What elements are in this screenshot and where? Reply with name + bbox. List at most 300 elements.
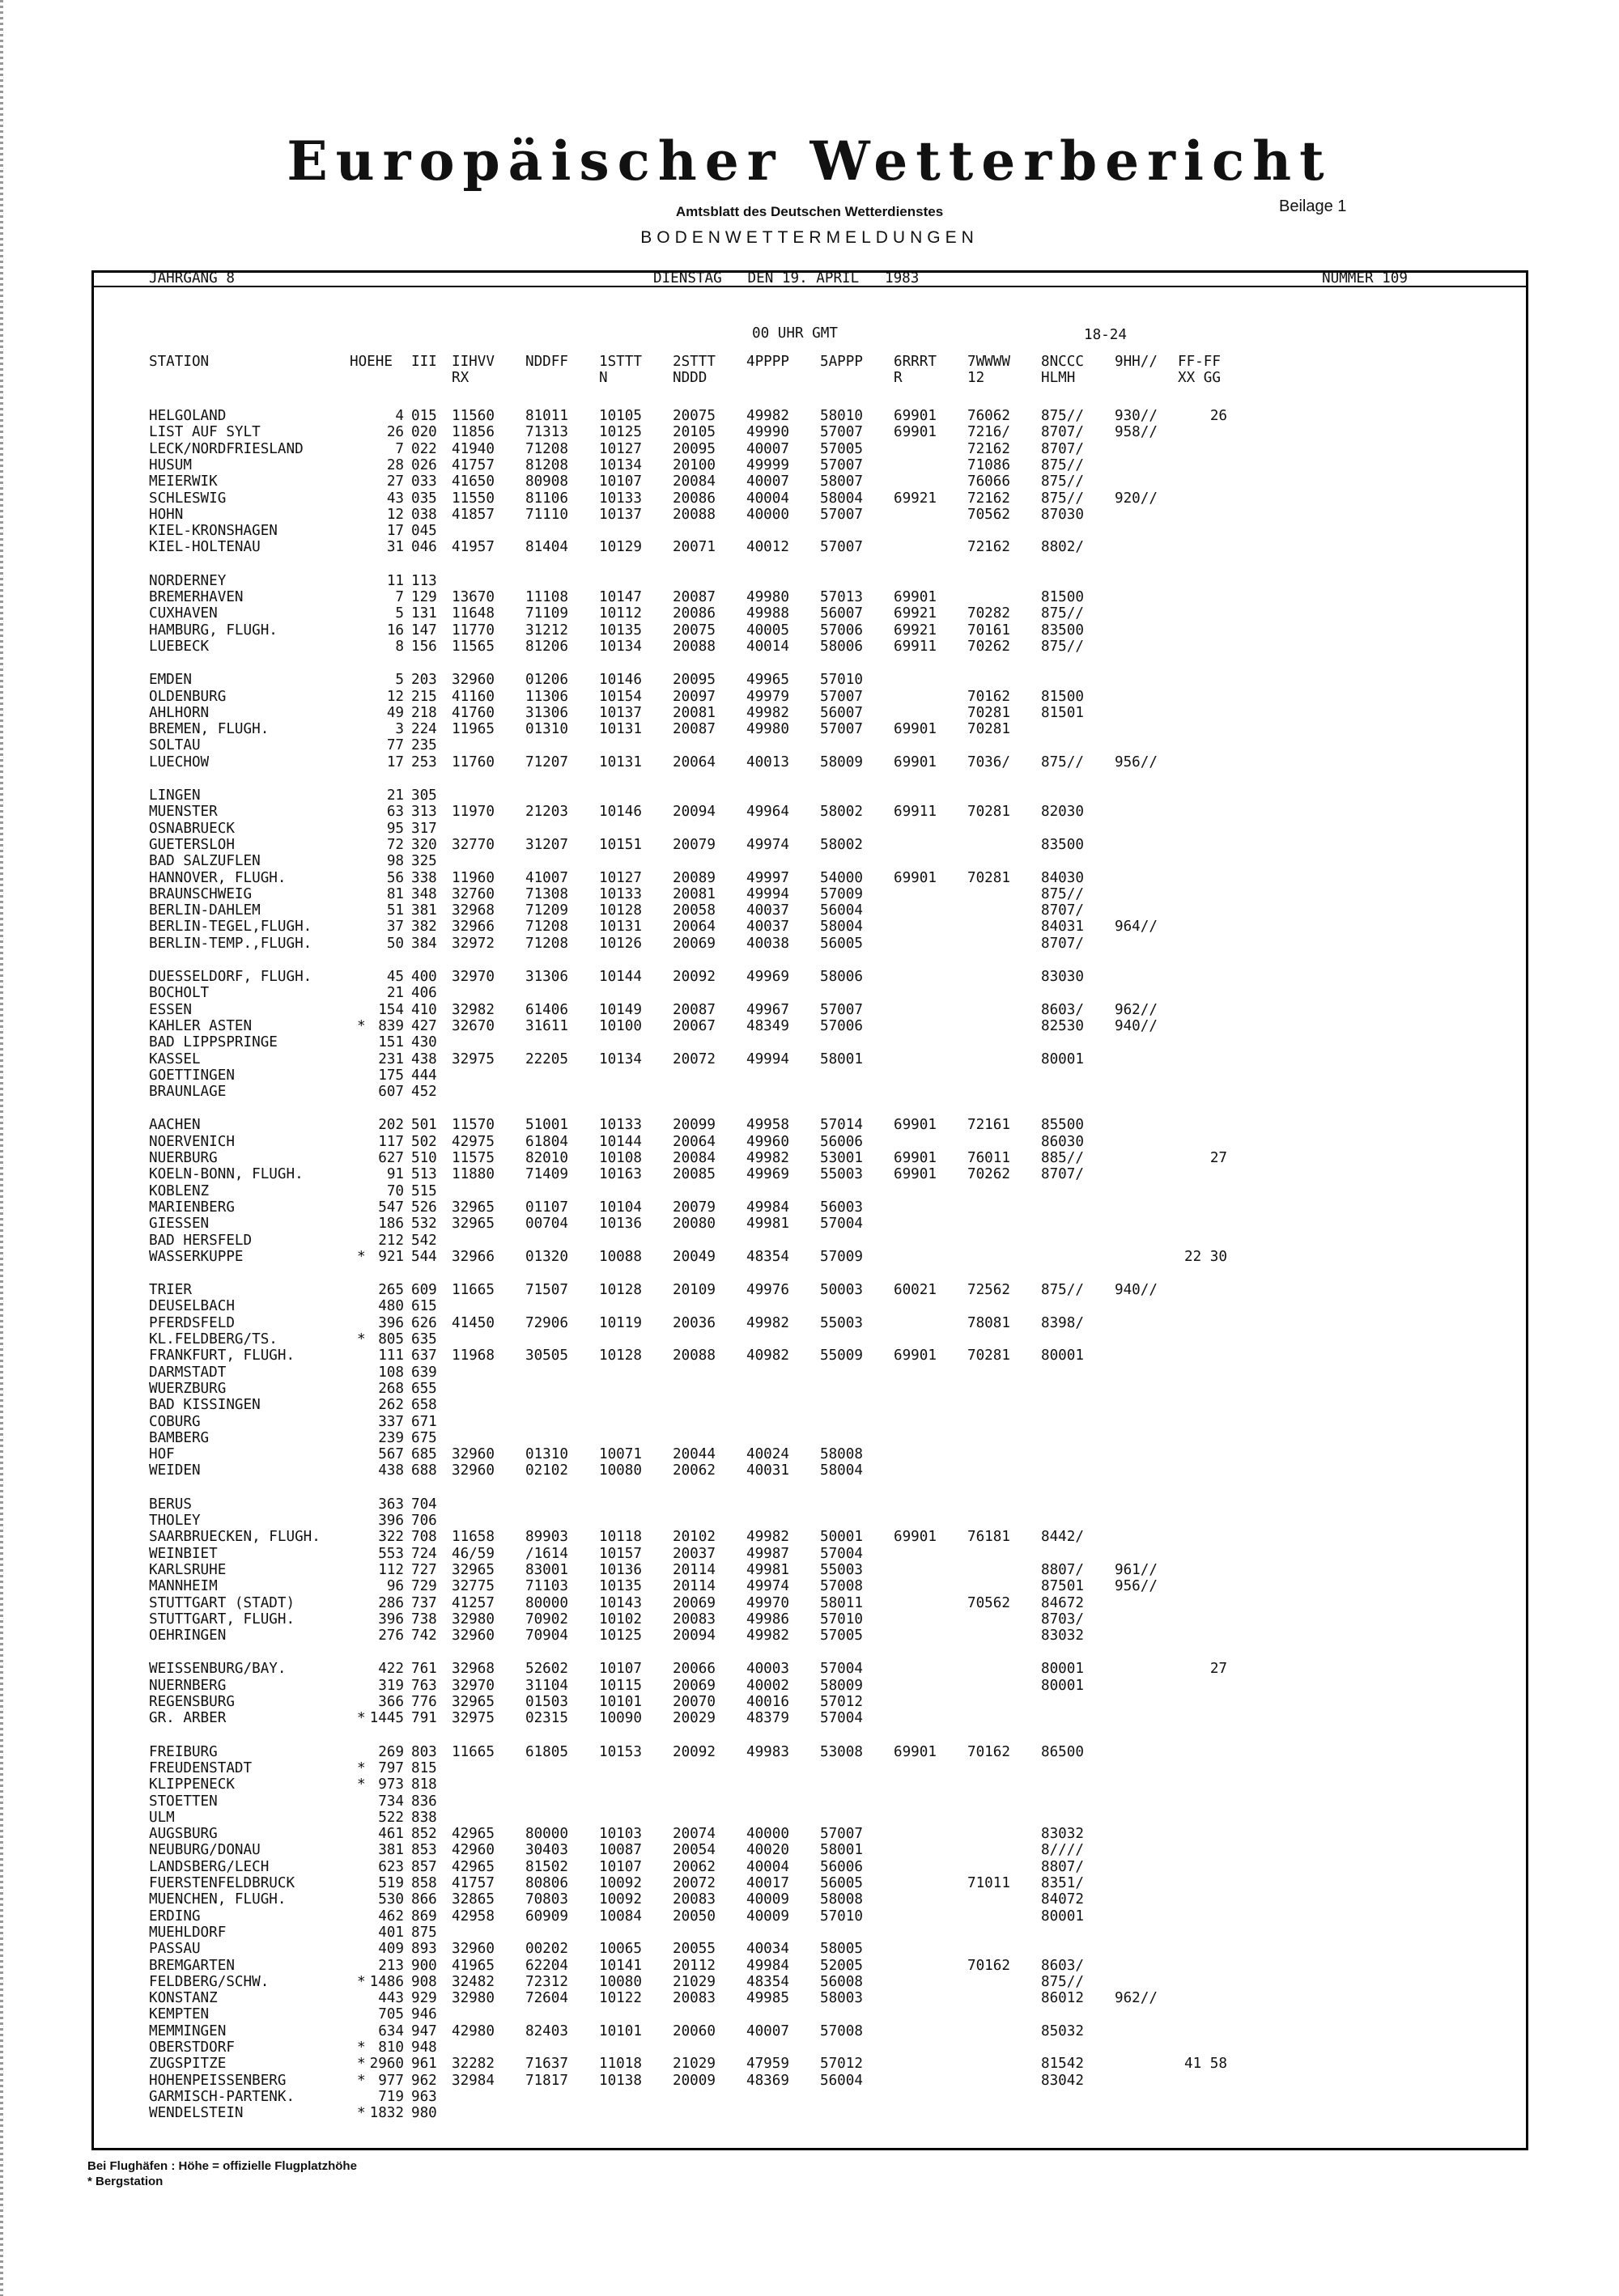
station-row: [94, 821, 1526, 837]
code-group-c1: 11968: [452, 1347, 495, 1364]
col-c7: 6RRRT: [894, 354, 937, 370]
section-title: BODENWETTERMELDUNGEN: [640, 228, 979, 247]
station-name: AHLHORN: [149, 704, 210, 721]
station-row: [94, 539, 1526, 555]
station-row: [94, 1974, 1526, 1990]
station-name: KOELN-BONN, FLUGH.: [149, 1166, 304, 1183]
code-group-c10: 956//: [1115, 1578, 1158, 1595]
station-height: 7: [395, 589, 404, 605]
station-name: BAD LIPPSPRINGE: [149, 1034, 278, 1051]
station-index: 742: [411, 1628, 437, 1645]
station-index: 035: [411, 490, 437, 507]
code-group-c6: 56005: [820, 1875, 863, 1891]
code-group-c6: 57008: [820, 1578, 863, 1595]
station-row: [94, 1414, 1526, 1430]
code-group-c8: 70562: [967, 506, 1010, 523]
code-group-c1: 41965: [452, 1957, 495, 1974]
station-row: [94, 1233, 1526, 1249]
station-height: 719: [378, 2088, 404, 2105]
code-group-c4: 20074: [673, 1826, 716, 1843]
code-group-c9: 875//: [1041, 1973, 1084, 1990]
code-group-c5: 49974: [746, 836, 789, 853]
station-index: 791: [411, 1710, 437, 1727]
code-group-c9: 80001: [1041, 1677, 1084, 1694]
code-group-c8: 70281: [967, 869, 1010, 886]
station-row: [94, 1925, 1526, 1941]
gust-value: 41 58: [1184, 2056, 1227, 2073]
code-group-c3: 10092: [599, 1891, 642, 1908]
code-group-c6: 58007: [820, 473, 863, 490]
station-row: [94, 1710, 1526, 1726]
code-group-c9: 80001: [1041, 1908, 1084, 1925]
code-group-c9: 875//: [1041, 456, 1084, 473]
station-row: [94, 1051, 1526, 1067]
code-group-c5: 40037: [746, 902, 789, 919]
code-group-c2: 31611: [525, 1017, 568, 1034]
code-group-c7: 69921: [894, 490, 937, 507]
code-group-c4: 20086: [673, 605, 716, 622]
code-group-c1: 11658: [452, 1529, 495, 1546]
col-c7-sub: R: [894, 370, 903, 386]
station-row: [94, 639, 1526, 655]
station-height: 973: [378, 1776, 404, 1793]
footnotes: [87, 2158, 357, 2189]
station-index: 947: [411, 2022, 437, 2039]
station-name: KONSTANZ: [149, 1990, 218, 2007]
code-group-c5: 40031: [746, 1462, 789, 1479]
station-index: 637: [411, 1347, 437, 1364]
code-group-c4: 20062: [673, 1858, 716, 1875]
code-group-c4: 20072: [673, 1050, 716, 1067]
station-row: [94, 853, 1526, 869]
code-group-c3: 10118: [599, 1529, 642, 1546]
code-group-c4: 20054: [673, 1842, 716, 1859]
code-group-c1: 32980: [452, 1990, 495, 2007]
station-height: 12: [386, 688, 404, 705]
code-group-c4: 20060: [673, 2022, 716, 2039]
code-group-c4: 20049: [673, 1248, 716, 1265]
code-group-c7: 69901: [894, 1347, 937, 1364]
code-group-c2: 01310: [525, 1446, 568, 1463]
station-index: 320: [411, 836, 437, 853]
station-index: 963: [411, 2088, 437, 2105]
code-group-c8: 72162: [967, 539, 1010, 556]
code-group-c9: 8707/: [1041, 424, 1084, 441]
code-group-c9: 875//: [1041, 408, 1084, 424]
code-group-c8: 71086: [967, 456, 1010, 473]
station-row: [94, 1496, 1526, 1513]
col-c9-sub: HLMH: [1041, 370, 1076, 386]
station-index: 838: [411, 1809, 437, 1826]
code-group-c2: 61805: [525, 1743, 568, 1760]
col-c6: 5APPP: [820, 354, 863, 370]
code-group-c6: 57010: [820, 1908, 863, 1925]
code-group-c5: 49982: [746, 1529, 789, 1546]
code-group-c8: 76066: [967, 473, 1010, 490]
station-name: FRANKFURT, FLUGH.: [149, 1347, 295, 1364]
code-group-c5: 40004: [746, 1858, 789, 1875]
station-height: 77: [386, 737, 404, 754]
station-name: BRAUNLAGE: [149, 1084, 227, 1101]
station-index: 532: [411, 1216, 437, 1233]
station-height: 50: [386, 935, 404, 952]
code-group-c2: 31212: [525, 622, 568, 639]
code-group-c9: 80001: [1041, 1050, 1084, 1067]
station-index: 015: [411, 408, 437, 424]
code-group-c3: 10102: [599, 1611, 642, 1628]
code-group-c2: 60909: [525, 1908, 568, 1925]
code-group-c3: 10137: [599, 704, 642, 721]
station-height: 396: [378, 1611, 404, 1628]
station-name: WENDELSTEIN: [149, 2105, 244, 2122]
station-index: 113: [411, 572, 437, 589]
code-group-c5: 40003: [746, 1661, 789, 1678]
code-group-c3: 10112: [599, 605, 642, 622]
code-group-c3: 10092: [599, 1875, 642, 1891]
code-group-c1: 42965: [452, 1826, 495, 1843]
station-row: [94, 804, 1526, 820]
station-index: 253: [411, 753, 437, 770]
code-group-c2: /1614: [525, 1545, 568, 1562]
station-index: 305: [411, 787, 437, 804]
station-name: AUGSBURG: [149, 1826, 218, 1843]
code-group-c1: 32968: [452, 902, 495, 919]
station-index: 026: [411, 456, 437, 473]
station-index: 147: [411, 622, 437, 639]
code-group-c9: 8707/: [1041, 935, 1084, 952]
code-group-c1: 41857: [452, 506, 495, 523]
code-group-c8: 70281: [967, 704, 1010, 721]
code-group-c2: 30505: [525, 1347, 568, 1364]
station-name: SCHLESWIG: [149, 490, 227, 507]
code-group-c1: 32980: [452, 1611, 495, 1628]
code-group-c3: 10090: [599, 1710, 642, 1727]
code-group-c3: 10084: [599, 1908, 642, 1925]
station-name: HAMBURG, FLUGH.: [149, 622, 278, 639]
gust-value: 22 30: [1184, 1248, 1227, 1265]
station-name: KLIPPENECK: [149, 1776, 235, 1793]
station-name: PFERDSFELD: [149, 1314, 235, 1331]
code-group-c6: 57006: [820, 1017, 863, 1034]
code-group-c2: 71110: [525, 506, 568, 523]
code-group-c5: 40013: [746, 753, 789, 770]
code-group-c3: 10065: [599, 1941, 642, 1958]
code-group-c8: 70161: [967, 622, 1010, 639]
station-name: STUTTGART, FLUGH.: [149, 1611, 295, 1628]
code-group-c4: 20095: [673, 440, 716, 457]
code-group-c5: 49999: [746, 456, 789, 473]
code-group-c4: 20075: [673, 408, 716, 424]
code-group-c9: 80001: [1041, 1347, 1084, 1364]
code-group-c5: 40000: [746, 506, 789, 523]
code-group-c1: 42965: [452, 1858, 495, 1875]
code-group-c5: 40007: [746, 473, 789, 490]
station-index: 218: [411, 704, 437, 721]
code-group-c3: 10122: [599, 1990, 642, 2007]
code-group-c2: 01107: [525, 1199, 568, 1216]
code-group-c6: 57009: [820, 885, 863, 902]
station-index: 427: [411, 1017, 437, 1034]
station-index: 325: [411, 853, 437, 870]
code-group-c4: 20070: [673, 1694, 716, 1710]
code-group-c2: 62204: [525, 1957, 568, 1974]
code-group-c1: 32984: [452, 2072, 495, 2089]
code-group-c1: 41257: [452, 1594, 495, 1611]
code-group-c4: 20099: [673, 1117, 716, 1134]
station-height: 519: [378, 1875, 404, 1891]
code-group-c1: 11560: [452, 408, 495, 424]
station-row: [94, 870, 1526, 886]
station-name: GIESSEN: [149, 1216, 210, 1233]
station-name: MEMMINGEN: [149, 2022, 227, 2039]
station-name: DEUSELBACH: [149, 1298, 235, 1315]
code-group-c1: 32966: [452, 919, 495, 936]
station-row: [94, 1364, 1526, 1381]
station-row: [94, 1793, 1526, 1810]
code-group-c6: 56007: [820, 605, 863, 622]
code-group-c9: 81500: [1041, 688, 1084, 705]
code-group-c7: 60021: [894, 1282, 937, 1299]
code-group-c3: 10131: [599, 753, 642, 770]
station-name: BAD HERSFELD: [149, 1232, 253, 1249]
station-index: 544: [411, 1248, 437, 1265]
station-height: 63: [386, 804, 404, 821]
station-index: 502: [411, 1133, 437, 1150]
station-name: STOETTEN: [149, 1793, 218, 1810]
station-row: [94, 919, 1526, 935]
station-row: [94, 886, 1526, 902]
station-index: 430: [411, 1034, 437, 1051]
code-group-c9: 81501: [1041, 704, 1084, 721]
station-height: 319: [378, 1677, 404, 1694]
code-group-c1: 32968: [452, 1661, 495, 1678]
code-group-c5: 40004: [746, 490, 789, 507]
station-index: 908: [411, 1973, 437, 1990]
code-group-c3: 10119: [599, 1314, 642, 1331]
col-c2: NDDFF: [525, 354, 568, 370]
code-group-c3: 10127: [599, 869, 642, 886]
station-name: LANDSBERG/LECH: [149, 1858, 270, 1875]
code-group-c2: 72312: [525, 1973, 568, 1990]
station-name: CUXHAVEN: [149, 605, 218, 622]
station-name: ERDING: [149, 1908, 201, 1925]
code-group-c5: 40009: [746, 1891, 789, 1908]
station-height: 461: [378, 1826, 404, 1843]
code-group-c6: 58009: [820, 753, 863, 770]
code-group-c6: 58006: [820, 969, 863, 985]
station-index: 858: [411, 1875, 437, 1891]
code-group-c10: 920//: [1115, 490, 1158, 507]
code-group-c1: 32775: [452, 1578, 495, 1595]
station-index: 022: [411, 440, 437, 457]
station-height: 27: [386, 473, 404, 490]
station-row: [94, 1462, 1526, 1479]
station-index: 609: [411, 1282, 437, 1299]
col-c1-sub: RX: [452, 370, 470, 386]
code-group-c3: 10088: [599, 1248, 642, 1265]
station-name: WEISSENBURG/BAY.: [149, 1661, 287, 1678]
station-row: [94, 573, 1526, 589]
code-group-c5: 40024: [746, 1446, 789, 1463]
code-group-c7: 69921: [894, 622, 937, 639]
station-name: SOLTAU: [149, 737, 201, 754]
station-height: 627: [378, 1150, 404, 1166]
code-group-c6: 53008: [820, 1743, 863, 1760]
code-group-c4: 20055: [673, 1941, 716, 1958]
code-group-c3: 10157: [599, 1545, 642, 1562]
col-c3-sub: N: [599, 370, 608, 386]
code-group-c4: 20100: [673, 456, 716, 473]
station-name: OEHRINGEN: [149, 1628, 227, 1645]
code-group-c4: 20067: [673, 1017, 716, 1034]
code-group-c2: 80908: [525, 473, 568, 490]
station-height: 7: [395, 440, 404, 457]
station-row: [94, 787, 1526, 804]
station-index: 033: [411, 473, 437, 490]
station-row: [94, 969, 1526, 985]
code-group-c5: 49980: [746, 721, 789, 738]
code-group-c1: 32960: [452, 1628, 495, 1645]
code-group-c1: 32965: [452, 1199, 495, 1216]
code-group-c4: 20094: [673, 1628, 716, 1645]
code-group-c6: 56006: [820, 1858, 863, 1875]
station-index: 893: [411, 1941, 437, 1958]
station-height: 21: [386, 787, 404, 804]
code-group-c6: 56004: [820, 902, 863, 919]
station-index: 962: [411, 2072, 437, 2089]
code-group-c5: 49982: [746, 704, 789, 721]
code-group-c4: 20080: [673, 1216, 716, 1233]
station-row: [94, 490, 1526, 507]
station-height: 231: [378, 1050, 404, 1067]
code-group-c5: 40017: [746, 1875, 789, 1891]
station-index: 381: [411, 902, 437, 919]
code-group-c6: 57004: [820, 1545, 863, 1562]
code-group-c3: 10134: [599, 1050, 642, 1067]
code-group-c1: 11648: [452, 605, 495, 622]
station-name: KIEL-KRONSHAGEN: [149, 523, 278, 540]
code-group-c2: 11108: [525, 589, 568, 605]
code-group-c9: 82530: [1041, 1017, 1084, 1034]
code-group-c3: 10107: [599, 473, 642, 490]
code-group-c5: 47959: [746, 2056, 789, 2073]
station-row: [94, 1529, 1526, 1545]
code-group-c9: 84072: [1041, 1891, 1084, 1908]
station-row: [94, 2039, 1526, 2056]
code-group-c2: 89903: [525, 1529, 568, 1546]
code-group-c2: 81404: [525, 539, 568, 556]
station-index: 875: [411, 1924, 437, 1941]
station-index: 803: [411, 1743, 437, 1760]
station-index: 708: [411, 1529, 437, 1546]
code-group-c7: 69911: [894, 804, 937, 821]
code-group-c2: 82010: [525, 1150, 568, 1166]
code-group-c4: 20044: [673, 1446, 716, 1463]
code-group-c9: 87030: [1041, 506, 1084, 523]
station-row: [94, 622, 1526, 639]
station-name: AACHEN: [149, 1117, 201, 1134]
station-row: [94, 2073, 1526, 2089]
station-height: 322: [378, 1529, 404, 1546]
station-name: GR. ARBER: [149, 1710, 227, 1727]
code-group-c4: 20081: [673, 704, 716, 721]
code-group-c5: 48354: [746, 1973, 789, 1990]
code-group-c3: 10128: [599, 1282, 642, 1299]
code-group-c8: 70262: [967, 1166, 1010, 1183]
code-group-c9: 83030: [1041, 969, 1084, 985]
code-group-c9: 83500: [1041, 836, 1084, 853]
code-group-c5: 49984: [746, 1957, 789, 1974]
station-index: 224: [411, 721, 437, 738]
station-row: [94, 1875, 1526, 1891]
code-group-c8: 70282: [967, 605, 1010, 622]
code-group-c1: 32960: [452, 1446, 495, 1463]
station-name: OBERSTDORF: [149, 2039, 235, 2056]
code-group-c3: 10108: [599, 1150, 642, 1166]
code-group-c4: 20066: [673, 1661, 716, 1678]
code-group-c2: 71209: [525, 902, 568, 919]
code-group-c4: 20037: [673, 1545, 716, 1562]
station-height: 37: [386, 919, 404, 936]
code-group-c4: 20086: [673, 490, 716, 507]
station-row: [94, 1891, 1526, 1908]
col-c5: 4PPPP: [746, 354, 789, 370]
station-name: GARMISCH-PARTENK.: [149, 2088, 295, 2105]
code-group-c4: 20084: [673, 473, 716, 490]
code-group-c5: 49982: [746, 1628, 789, 1645]
code-group-c3: 10126: [599, 935, 642, 952]
station-height: 1832: [369, 2105, 404, 2122]
station-row: [94, 1347, 1526, 1364]
code-group-c4: 20072: [673, 1875, 716, 1891]
code-group-c6: 58009: [820, 1677, 863, 1694]
code-group-c6: 57012: [820, 2056, 863, 2073]
station-row: [94, 1282, 1526, 1298]
station-row: [94, 1067, 1526, 1084]
code-group-c4: 20064: [673, 919, 716, 936]
code-group-c6: 53001: [820, 1150, 863, 1166]
code-group-c3: 10080: [599, 1973, 642, 1990]
code-group-c2: 70904: [525, 1628, 568, 1645]
code-group-c2: 41007: [525, 869, 568, 886]
code-group-c9: 8351/: [1041, 1875, 1084, 1891]
station-row: [94, 1842, 1526, 1858]
code-group-c6: 54000: [820, 869, 863, 886]
station-height: 396: [378, 1314, 404, 1331]
station-height: 5: [395, 605, 404, 622]
code-group-c6: 57005: [820, 1628, 863, 1645]
station-index: 438: [411, 1050, 437, 1067]
code-group-c5: 49974: [746, 1578, 789, 1595]
station-row: [94, 605, 1526, 622]
code-group-c3: 10105: [599, 408, 642, 424]
code-group-c9: 87501: [1041, 1578, 1084, 1595]
code-group-c6: 56003: [820, 1199, 863, 1216]
station-height: 16: [386, 622, 404, 639]
station-row: [94, 1562, 1526, 1578]
report-table: [94, 270, 1526, 2148]
station-index: 815: [411, 1759, 437, 1776]
station-height: 805: [378, 1331, 404, 1347]
station-row: [94, 1990, 1526, 2006]
station-row: [94, 1859, 1526, 1875]
code-group-c4: 20097: [673, 688, 716, 705]
station-index: 501: [411, 1117, 437, 1134]
station-name: DUESSELDORF, FLUGH.: [149, 969, 312, 985]
code-group-c3: 10133: [599, 885, 642, 902]
station-row: [94, 1628, 1526, 1644]
code-group-c9: 875//: [1041, 605, 1084, 622]
